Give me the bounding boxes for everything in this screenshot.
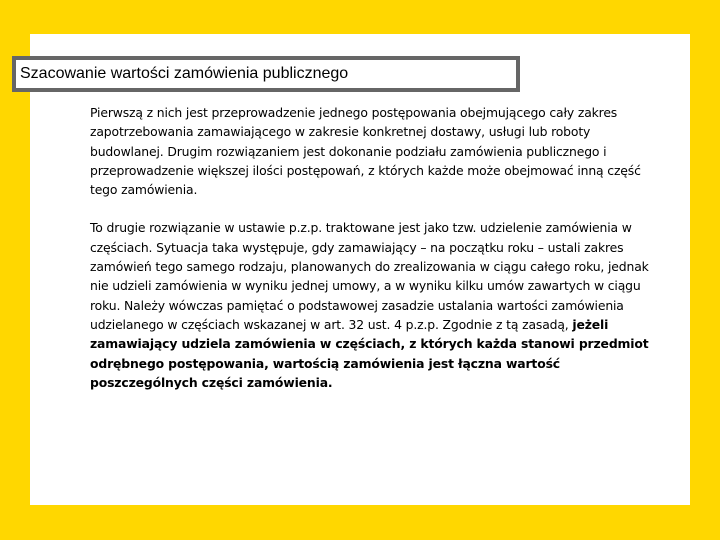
paragraph-2-text: To drugie rozwiązanie w ustawie p.z.p. traktowane jest jako tzw. udzielenie zamówienia w częściach. Sytuacja taka występuje, gdy zamawiający – na początku roku – ustali zakres zamówień tego samego rodzaju, planowanych do zrealizowania w ciągu całego roku, jednak nie udzieli zamówienia w wyniku jednej umowy, a w wyniku kilku umów zawartych w ciągu roku. Należy wówczas pamiętać o podstawowej zasadzie ustalania wartości zamówienia udzielanego w częściach wskazanej w art. 32 ust. 4 p.z.p. Zgodnie z tą zasadą, — [90, 220, 649, 332]
slide-title: Szacowanie wartości zamówienia publicznego — [20, 65, 349, 82]
paragraph-1 — [90, 103, 655, 199]
paragraph-1-text: Pierwszą z nich jest przeprowadzenie jednego postępowania obejmującego cały zakres zapotrzebowania zamawiającego w zakresie konkretnej dostawy, usługi lub roboty budowlanej. Drugim rozwiązaniem jest dokonanie podziału zamówienia publicznego i przeprowadzenie większej ilości postępowań, z których każde może obejmować inną część tego zamówienia. — [90, 105, 641, 198]
slide-body — [90, 103, 655, 411]
paragraph-2 — [90, 218, 655, 392]
slide — [20, 34, 690, 505]
title-box — [12, 56, 520, 92]
paragraph-2-bold-text: jeżeli zamawiający udziela zamówienia w częściach, z których każda stanowi przedmiot odrębnego postępowania, wartością zamówienia jest łączna wartość poszczególnych części zamówienia. — [90, 316, 649, 390]
